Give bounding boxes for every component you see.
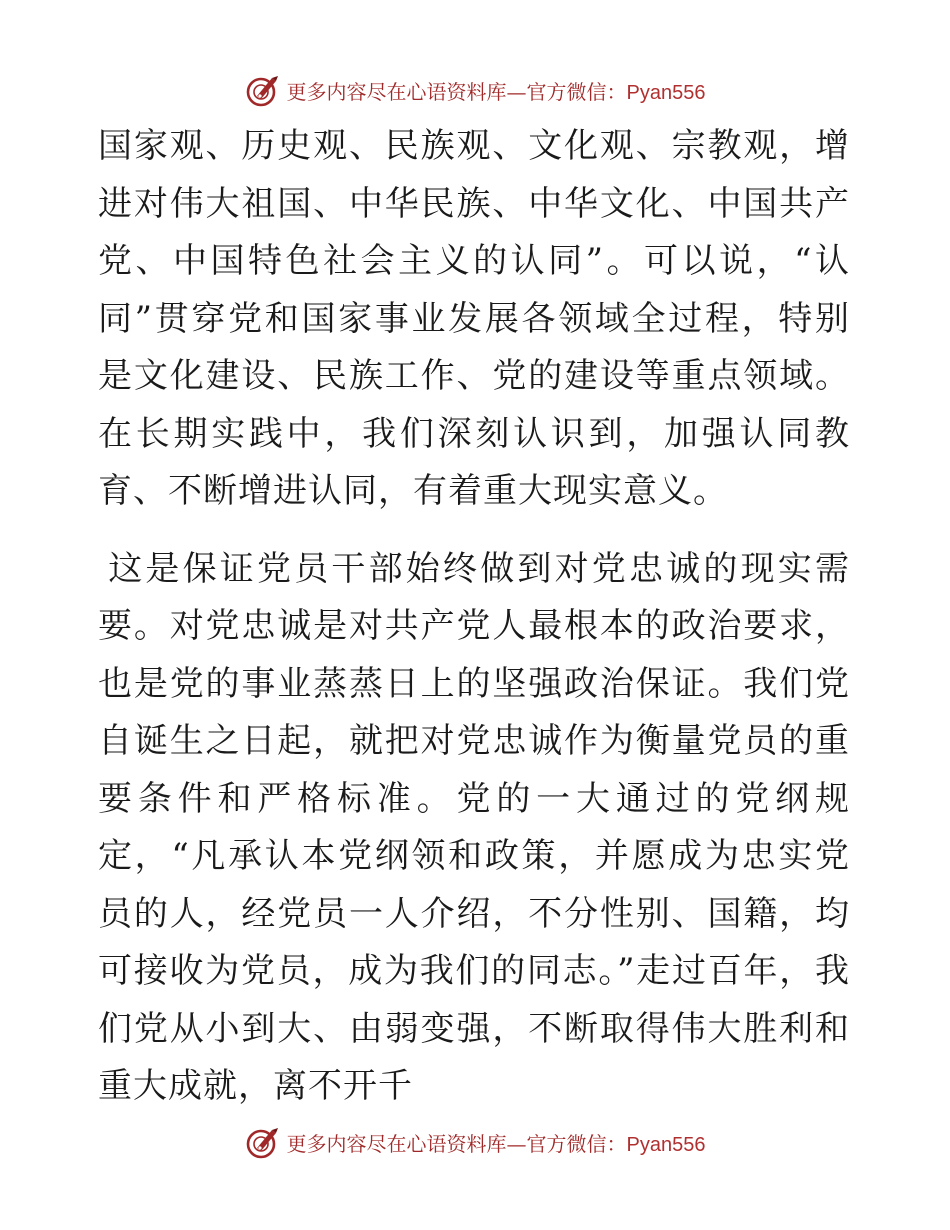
header-banner-text <box>287 76 706 105</box>
paragraph-2 <box>98 541 850 1116</box>
document-body <box>98 118 850 1116</box>
footer-banner-text <box>287 1128 706 1157</box>
footer-banner-label: 更多内容尽在心语资料库—官方微信： <box>286 1131 627 1156</box>
pen-nib-logo-icon <box>245 1124 281 1160</box>
header-wechat-id: Pyan556 <box>626 81 706 104</box>
header-banner-label: 更多内容尽在心语资料库—官方微信： <box>286 79 627 104</box>
footer-wechat-id: Pyan556 <box>626 1133 706 1156</box>
paragraph-2-text: 这是保证党员干部始终做到对党忠诚的现实需要。对党忠诚是对共产党人最根本的政治要求，也是党的事业蒸蒸日上的坚强政治保证。我们党自诞生之日起，就把对党忠诚作为衡量党员的重要条件和严格标准。党的一大通过的党纲规定，“凡承认本党纲领和政策，并愿成为忠实党员的人，经党员一人介绍，不分性别、国籍，均可接收为党员，成为我们的同志。”走过百年，我们党从小到大、由弱变强，不断取得伟大胜利和重大成就，离不开千 <box>98 548 850 1106</box>
paragraph-1: 国家观、历史观、民族观、文化观、宗教观，增进对伟大祖国、中华民族、中华文化、中国共产党、中国特色社会主义的认同”。可以说，“认同”贯穿党和国家事业发展各领域全过程，特别是文化建设、民族工作、党的建设等重点领域。在长期实践中，我们深刻认识到，加强认同教育、不断增进认同，有着重大现实意义。 <box>98 126 850 511</box>
header-banner <box>0 68 950 112</box>
pen-nib-logo-icon <box>245 72 281 108</box>
footer-banner <box>0 1120 950 1164</box>
